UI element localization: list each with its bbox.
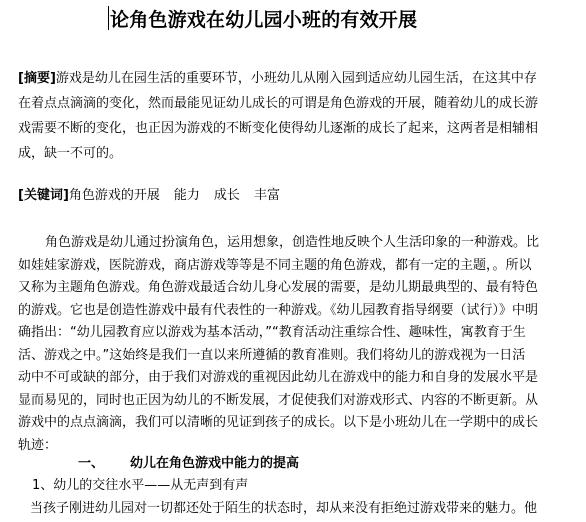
body-line: 如娃娃家游戏，医院游戏，商店游戏等等是不同主题的角色游戏，都有一定的主题，。所以: [18, 257, 532, 273]
body-line: 又称为主题角色游戏。角色游戏最适合幼儿身心发展的需要，是幼儿期最典型的、最有特色: [18, 280, 539, 295]
keywords-line: [18, 183, 294, 208]
body-line: 确指出：“幼儿园教育应以游戏为基本活动，”“教育活动注重综合性、趣味性，寓教育于生: [18, 325, 526, 340]
keyword: 丰富: [253, 188, 280, 203]
document-title: 论角色游戏在幼儿园小班的有效开展: [110, 8, 418, 31]
body-line: 角色游戏是幼儿通过扮演角色，运用想象，创造性地反映个人生活印象的一种游戏。比: [45, 235, 540, 250]
abstract-line: 戏需要不断的变化，也正因为游戏的不断变化使得幼儿逐渐的成长了起来，这两者是相辅相: [18, 121, 539, 136]
body-line: 轨迹：: [18, 437, 58, 453]
body-line: 游戏中的点点滴滴，我们可以清晰的见证到孩子的成长。以下是小班幼儿在一学期中的成长: [18, 415, 539, 430]
section-number: 一、: [78, 456, 105, 471]
abstract-line: [18, 66, 574, 91]
keyword: 能力: [173, 188, 200, 203]
body-line: 显而易见的，同时也正因为幼儿的不断发展，才促使我们对游戏形式、内容的不断更新。从: [18, 392, 539, 408]
section-heading: [78, 453, 299, 475]
keyword: 角色游戏的开展: [68, 188, 160, 203]
abstract-line: 成，缺一不可的。: [18, 146, 123, 161]
body-paragraph: [18, 232, 574, 457]
title-area: [108, 6, 417, 30]
abstract-line: 在着点点滴滴的变化，然而最能见证幼儿成长的可谓是角色游戏的开展，随着幼儿的成长游: [18, 96, 539, 111]
section-title: 幼儿在角色游戏中能力的提高: [130, 456, 300, 471]
abstract-paragraph: [18, 66, 574, 166]
abstract-text: 游戏是幼儿在园生活的重要环节，小班幼儿从刚入园到适应幼儿园生活，在这其中存: [55, 71, 537, 86]
subsection-heading: 1、幼儿的交往水平——从无声到有声: [32, 478, 249, 493]
text-cursor: [108, 6, 109, 30]
body-line: 动中不可或缺的部分，由于我们对游戏的重视因此幼儿在游戏中的能力和自身的发展水平是: [18, 370, 539, 385]
keywords-tag: [关键词]: [18, 188, 69, 203]
body-line: 的游戏。它也是创造性游戏中最有代表性的一种游戏。《幼儿园教育指导纲要（试行）》中明: [18, 302, 539, 318]
abstract-tag: [摘要]: [18, 71, 56, 86]
body-line: 活、游戏之中。”这始终是我们一直以来所遵循的教育准则。我们将幼儿的游戏视为一日活: [18, 347, 526, 363]
body-line: 当孩子刚进幼儿园对一切都还处于陌生的状态时，却从来没有拒绝过游戏带来的魅力。他: [30, 501, 538, 516]
keyword: 成长: [213, 188, 240, 203]
